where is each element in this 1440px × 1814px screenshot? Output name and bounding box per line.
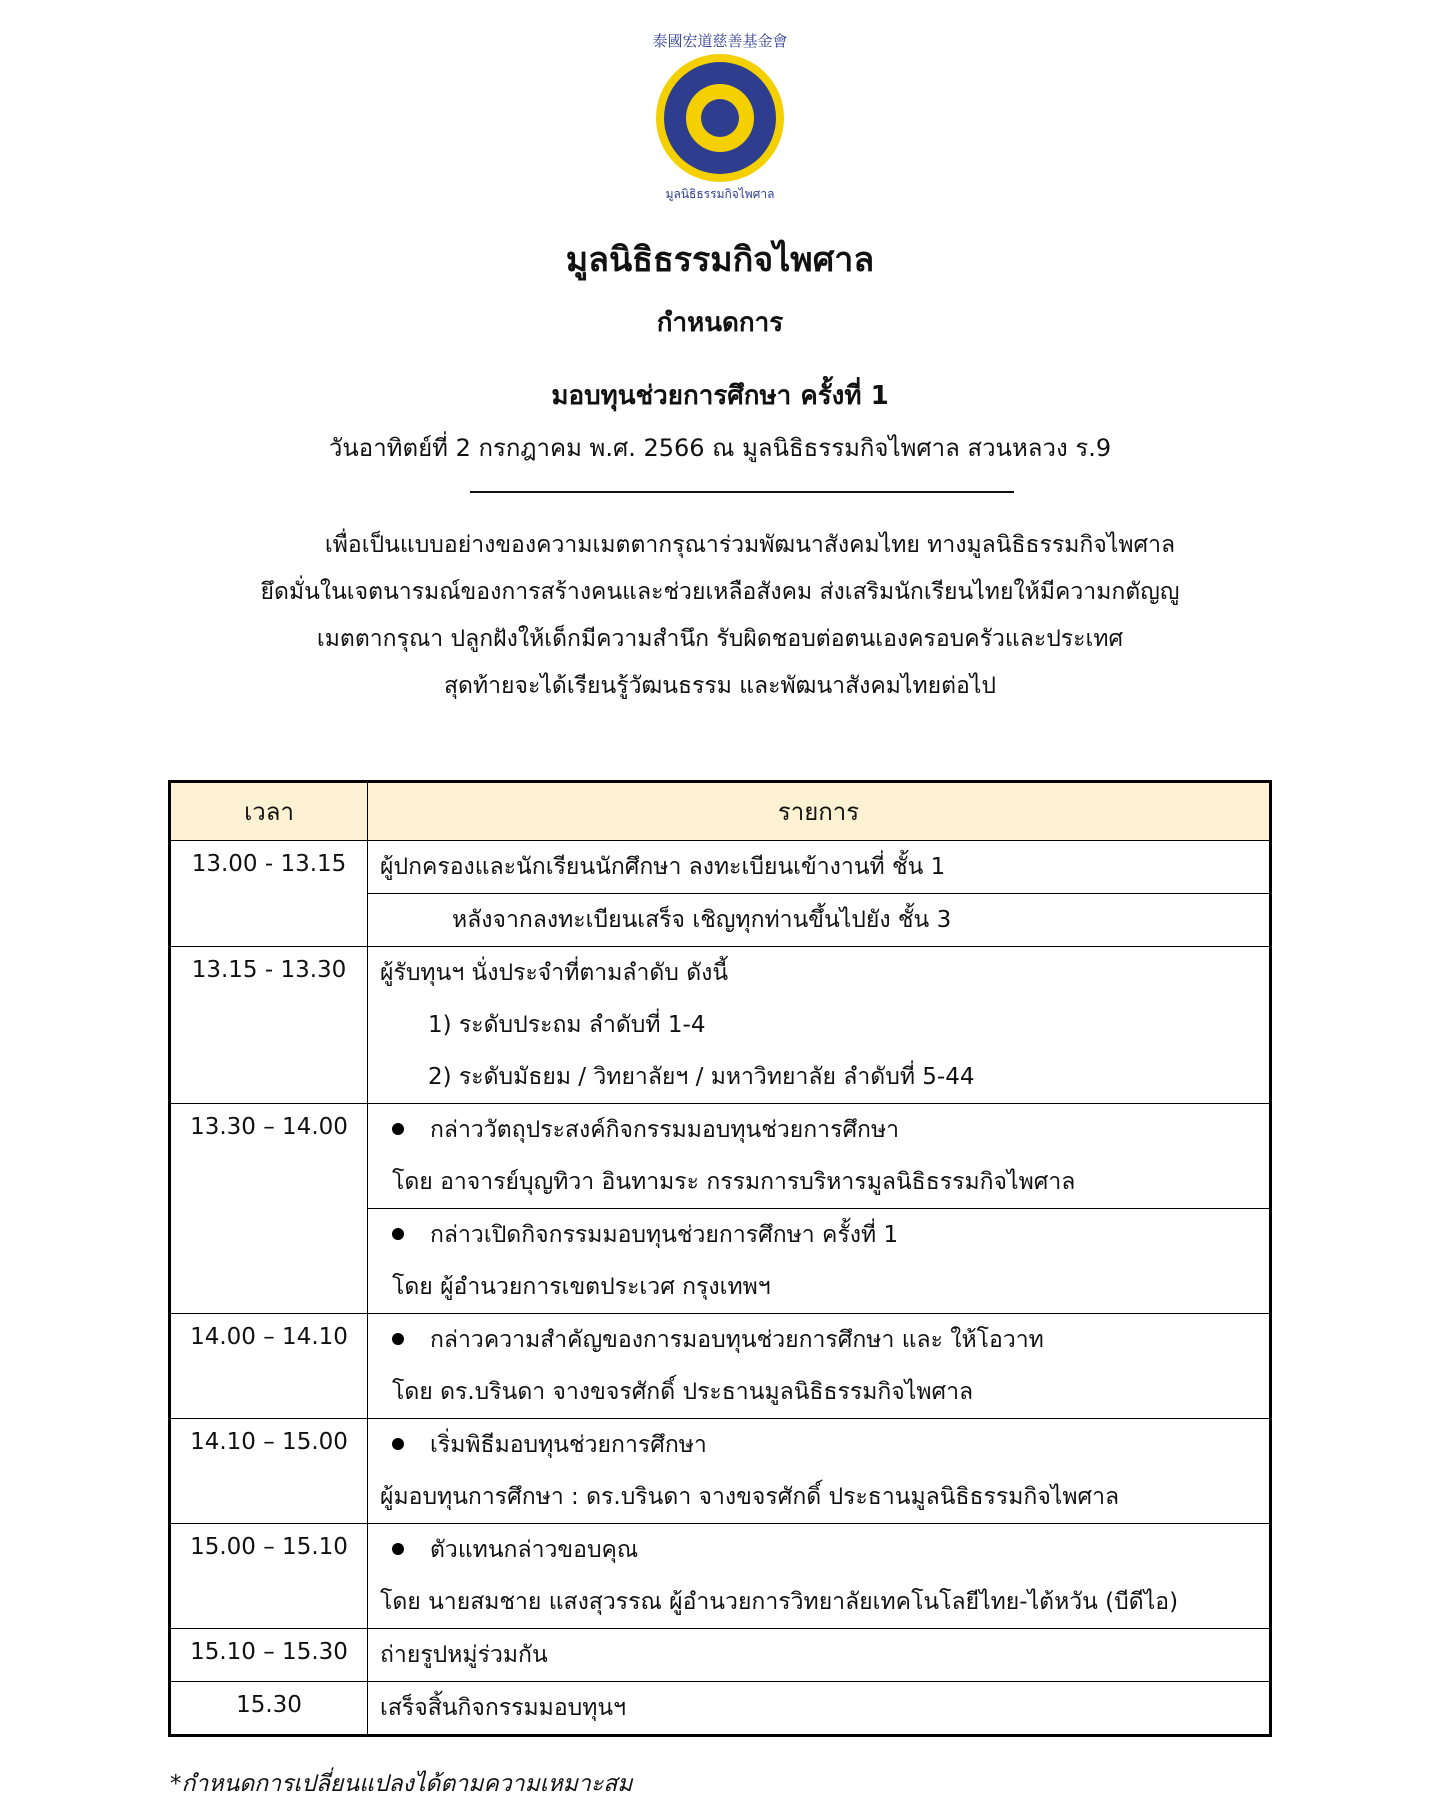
- item-line: โดย อาจารย์บุญทิวา อินทามระ กรรมการบริหารมูลนิธิธรรมกิจไพศาล: [392, 1169, 1076, 1195]
- item-line: 1) ระดับประถม ลำดับที่ 1-4: [428, 1012, 706, 1038]
- time-cell: 15.10 – 15.30: [170, 1629, 368, 1682]
- item-line: หลังจากลงทะเบียนเสร็จ เชิญทุกท่านขึ้นไปยัง ชั้น 3: [452, 907, 952, 933]
- item-line: ผู้ปกครองและนักเรียนนักศึกษา ลงทะเบียนเข้างานที่ ชั้น 1: [380, 854, 946, 880]
- bullet-icon: [392, 1123, 404, 1135]
- time-cell: 13.30 – 14.00: [170, 1104, 368, 1314]
- item-line: โดย ดร.บรินดา จางขจรศักดิ์ ประธานมูลนิธิธรรมกิจไพศาล: [392, 1379, 974, 1405]
- table-row: [170, 841, 1271, 894]
- table-row: [170, 1419, 1271, 1524]
- item-cell: [368, 1629, 1271, 1682]
- item-cell: [368, 1682, 1271, 1736]
- item-line: 2) ระดับมัธยม / วิทยาลัยฯ / มหาวิทยาลัย ลำดับที่ 5-44: [428, 1064, 975, 1090]
- table-row: [170, 1314, 1271, 1419]
- item-line: [368, 1419, 1269, 1471]
- item-cell: [368, 947, 1271, 1104]
- event-title: มอบทุนช่วยการศึกษา ครั้งที่ 1: [551, 381, 889, 411]
- table-row: [170, 1682, 1271, 1736]
- header-divider: [470, 491, 1014, 493]
- item-text: กล่าวเปิดกิจกรรมมอบทุนช่วยการศึกษา ครั้งที่ 1: [430, 1222, 899, 1248]
- svg-text:泰國宏道慈善基金會: 泰國宏道慈善基金會: [652, 32, 788, 50]
- intro-line: ยึดมั่นในเจตนารมณ์ของการสร้างคนและช่วยเหลือสังคม ส่งเสริมนักเรียนไทยให้มีความกตัญญู: [260, 579, 1180, 605]
- item-line: โดย ผู้อำนวยการเขตประเวศ กรุงเทพฯ: [392, 1274, 771, 1300]
- item-cell: [368, 894, 1271, 947]
- time-column-header: เวลา: [170, 782, 368, 841]
- intro-line: เพื่อเป็นแบบอย่างของความเมตตากรุณาร่วมพัฒนาสังคมไทย ทางมูลนิธิธรรมกิจไพศาล: [324, 532, 1176, 558]
- item-cell: [368, 1419, 1271, 1524]
- item-cell: [368, 1314, 1271, 1419]
- bullet-icon: [392, 1333, 404, 1345]
- item-cell: [368, 1104, 1271, 1209]
- item-text: เริ่มพิธีมอบทุนช่วยการศึกษา: [430, 1432, 707, 1458]
- intro-line: เมตตากรุณา ปลูกฝังให้เด็กมีความสำนึก รับผิดชอบต่อตนเองครอบครัวและประเทศ: [316, 626, 1124, 652]
- time-cell: 14.10 – 15.00: [170, 1419, 368, 1524]
- time-cell: 15.00 – 15.10: [170, 1524, 368, 1629]
- event-dateline: วันอาทิตย์ที่ 2 กรกฎาคม พ.ศ. 2566 ณ มูลนิธิธรรมกิจไพศาล สวนหลวง ร.9: [328, 434, 1112, 462]
- item-line: เสร็จสิ้นกิจกรรมมอบทุนฯ: [380, 1695, 627, 1721]
- item-line: ถ่ายรูปหมู่ร่วมกัน: [380, 1642, 548, 1668]
- bullet-icon: [392, 1228, 404, 1240]
- table-row: [170, 1104, 1271, 1209]
- time-cell: 14.00 – 14.10: [170, 1314, 368, 1419]
- item-line: [368, 1104, 1269, 1156]
- item-text: ตัวแทนกล่าวขอบคุณ: [430, 1537, 639, 1563]
- schedule-table: [168, 780, 1272, 1737]
- table-row: [170, 1629, 1271, 1682]
- item-cell: [368, 841, 1271, 894]
- time-cell: 15.30: [170, 1682, 368, 1736]
- bullet-icon: [392, 1543, 404, 1555]
- item-line: [368, 1524, 1269, 1576]
- item-line: [368, 1209, 1269, 1261]
- time-cell: 13.15 - 13.30: [170, 947, 368, 1104]
- table-row: [170, 947, 1271, 1104]
- item-line: ผู้มอบทุนการศึกษา : ดร.บรินดา จางขจรศักดิ์ ประธานมูลนิธิธรรมกิจไพศาล: [380, 1484, 1120, 1510]
- intro-line: สุดท้ายจะได้เรียนรู้วัฒนธรรม และพัฒนาสังคมไทยต่อไป: [443, 673, 997, 699]
- table-row: [170, 1524, 1271, 1629]
- svg-text:มูลนิธิธรรมกิจไพศาล: มูลนิธิธรรมกิจไพศาล: [665, 187, 775, 201]
- item-line: ผู้รับทุนฯ นั่งประจำที่ตามลำดับ ดังนี้: [380, 960, 729, 986]
- item-cell: [368, 1209, 1271, 1314]
- bullet-icon: [392, 1438, 404, 1450]
- footnote: *กำหนดการเปลี่ยนแปลงได้ตามความเหมาะสม: [170, 1771, 633, 1797]
- time-cell: 13.00 - 13.15: [170, 841, 368, 947]
- table-header-row: [170, 782, 1271, 841]
- document-title: มูลนิธิธรรมกิจไพศาล: [565, 240, 875, 280]
- item-line: โดย นายสมชาย แสงสุวรรณ ผู้อำนวยการวิทยาลัยเทคโนโลยีไทย-ไต้หวัน (บีดีไอ): [380, 1589, 1179, 1615]
- item-text: กล่าววัตถุประสงค์กิจกรรมมอบทุนช่วยการศึกษา: [430, 1117, 900, 1143]
- item-column-header: รายการ: [368, 782, 1271, 841]
- item-cell: [368, 1524, 1271, 1629]
- intro-paragraph: [210, 522, 1230, 710]
- item-line: [368, 1314, 1269, 1366]
- item-text: กล่าวความสำคัญของการมอบทุนช่วยการศึกษา และ ให้โอวาท: [430, 1327, 1044, 1353]
- foundation-logo: [620, 22, 820, 202]
- document-subtitle: กำหนดการ: [656, 308, 784, 338]
